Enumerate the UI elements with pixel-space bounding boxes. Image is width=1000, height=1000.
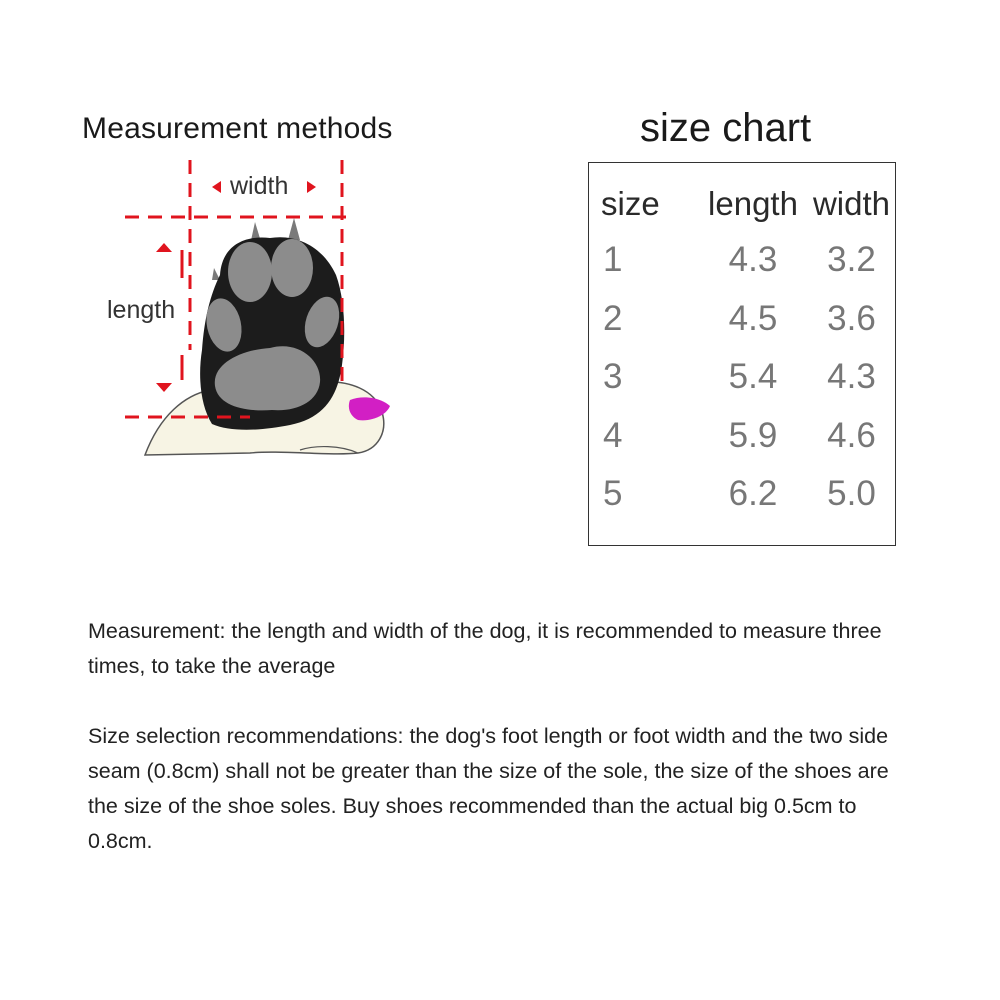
- header-size: size: [601, 185, 660, 222]
- width-cell: 4.3: [827, 357, 876, 397]
- width-cell: 3.2: [827, 240, 876, 280]
- width-label: width: [230, 172, 289, 200]
- length-cell: 4.3: [728, 240, 778, 280]
- width-cell: 3.6: [827, 298, 876, 338]
- header-width: width: [812, 185, 891, 222]
- size-cell: 5: [603, 474, 623, 514]
- size-recommendation-note: Size selection recommendations: the dog's foot length or foot width and the two side seam (0.8cm) shall not be greater than the size of the sole, the size of the shoes are the size of the shoe soles. Buy shoes recommended than the actual big 0.5cm to 0.8cm.: [88, 724, 889, 853]
- width-cell: 5.0: [827, 474, 876, 514]
- size-cell: 1: [603, 240, 623, 280]
- size-cell: 4: [603, 415, 623, 455]
- length-cell: 4.5: [728, 298, 778, 338]
- arrow-up-icon: [156, 243, 172, 252]
- size-chart-table-frame: [588, 162, 896, 546]
- arrow-left-icon: [212, 181, 221, 193]
- measurement-note: Measurement: the length and width of the dog, it is recommended to measure three times, to take the average: [88, 619, 882, 678]
- length-cell: 6.2: [728, 474, 778, 514]
- width-cell: 4.6: [827, 415, 876, 455]
- size-chart-header-row: [589, 185, 895, 231]
- measurement-methods-title: Measurement methods: [82, 112, 393, 145]
- table-row: [589, 290, 895, 349]
- length-label: length: [107, 296, 176, 324]
- table-row: [589, 231, 895, 290]
- size-chart-title: size chart: [640, 106, 812, 150]
- toe-pad: [271, 239, 313, 297]
- table-row: [589, 407, 895, 466]
- table-row: [589, 348, 895, 407]
- size-cell: 3: [603, 357, 623, 397]
- paw-measurement-illustration: [100, 150, 400, 470]
- toe-pad: [228, 242, 272, 302]
- arrow-down-icon: [156, 383, 172, 392]
- header-length: length: [708, 185, 798, 222]
- length-cell: 5.9: [728, 415, 778, 455]
- arrow-right-icon: [307, 181, 316, 193]
- size-chart-table: [589, 185, 895, 524]
- size-cell: 2: [603, 298, 623, 338]
- table-row: [589, 465, 895, 524]
- length-cell: 5.4: [728, 357, 778, 397]
